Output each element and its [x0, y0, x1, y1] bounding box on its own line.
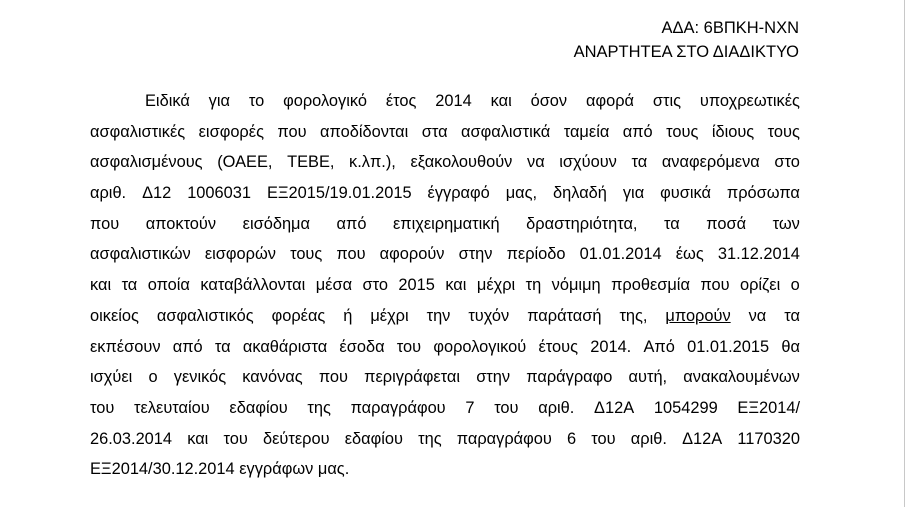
- word: παράγραφο: [526, 368, 613, 387]
- word: εδαφίου: [229, 398, 288, 417]
- ada-code: ΑΔΑ: 6ΒΠΚΗ-ΝΧΝ: [661, 19, 799, 37]
- word: της,: [619, 306, 648, 325]
- emphasized-word: μπορούν: [665, 306, 731, 325]
- word: ορίζει: [739, 276, 781, 295]
- word: φυσικά: [660, 184, 711, 203]
- word: στο: [362, 276, 388, 295]
- word: ΤΕΒΕ,: [287, 153, 335, 172]
- word: αφορούν: [379, 245, 445, 264]
- word: του: [396, 337, 422, 356]
- word: αφορά: [585, 92, 635, 110]
- word: αποδίδονται: [320, 122, 409, 141]
- word: μέχρι: [370, 306, 409, 325]
- paragraph-line: [90, 338, 800, 369]
- paragraph-line: [90, 460, 800, 491]
- word: προθεσμία: [611, 276, 690, 295]
- word: ασφαλιστικά: [461, 122, 551, 141]
- word: αριθ.: [538, 398, 575, 417]
- word: ακαθάριστα: [242, 337, 328, 356]
- word: έγγραφό: [427, 184, 490, 203]
- word: τα: [784, 306, 800, 325]
- word: που: [90, 214, 120, 233]
- word: περιγράφεται: [364, 368, 461, 387]
- word: φορολογικό: [283, 92, 367, 110]
- word: εισφορών: [204, 245, 276, 264]
- word: ίδιους: [711, 122, 755, 141]
- word: νόμιμη: [551, 276, 601, 295]
- word: εισφορές: [198, 122, 264, 141]
- word: γενικός: [173, 368, 227, 387]
- paragraph-line: [90, 245, 800, 276]
- word: που: [318, 368, 348, 387]
- word: παραγράφου: [456, 429, 552, 448]
- word: 1006031: [187, 184, 251, 203]
- word: μέσα: [315, 276, 353, 295]
- word: 01.01.2014: [579, 245, 662, 264]
- word: φορέας: [271, 306, 326, 325]
- word: του: [223, 429, 248, 448]
- word: επιχειρηματική: [392, 214, 500, 233]
- word: δραστηριότητα,: [526, 214, 638, 233]
- word: έτους: [538, 337, 578, 356]
- word: ο: [790, 276, 800, 295]
- word: ασφαλιστικών: [90, 245, 191, 264]
- word: ή: [343, 306, 353, 325]
- word: ΕΞ2015/19.01.2015: [266, 184, 412, 203]
- word: και: [187, 429, 209, 448]
- word: αποκτούν: [145, 214, 217, 233]
- word: δεύτερου: [262, 429, 330, 448]
- word: θα: [781, 337, 800, 356]
- word: εξακολουθούν: [410, 153, 513, 172]
- paragraph-line: [90, 92, 800, 123]
- word: έως: [675, 245, 704, 264]
- word: Δ12Α: [594, 398, 635, 417]
- word: για: [622, 184, 645, 203]
- word: ο: [148, 368, 158, 387]
- paragraph-line: [90, 215, 800, 246]
- publish-notice: ΑΝΑΡΤΗΤΕΑ ΣΤΟ ΔΙΑΔΙΚΤΥΟ: [573, 43, 799, 61]
- word: να: [748, 306, 767, 325]
- word: 1054299: [653, 398, 718, 417]
- word: στην: [476, 368, 511, 387]
- word: εδαφίου: [344, 429, 403, 448]
- word: αυτή,: [628, 368, 668, 387]
- word: ασφαλιστικός: [156, 306, 254, 325]
- word: Δ12Α: [682, 429, 723, 448]
- word: και: [90, 276, 112, 295]
- word: την: [426, 306, 451, 325]
- word: μέχρι: [476, 276, 516, 295]
- word: αναφερόμενα: [661, 153, 760, 172]
- word: οποία: [147, 276, 190, 295]
- word: 2014.: [590, 337, 632, 356]
- word: μας,: [505, 184, 538, 203]
- word: Δ12: [142, 184, 172, 203]
- word: που: [277, 122, 307, 141]
- word: του: [90, 398, 115, 417]
- word: 6: [567, 429, 577, 448]
- word: ανακαλουμένων: [683, 368, 800, 387]
- word: κ.λπ.),: [349, 153, 396, 172]
- word: αριθ.: [90, 184, 127, 203]
- word: ΕΞ2014/: [737, 398, 800, 417]
- word: της: [307, 398, 331, 417]
- word: τα: [631, 153, 648, 172]
- word: στα: [421, 122, 448, 141]
- word: από: [622, 122, 653, 141]
- word: 2015: [398, 276, 435, 295]
- word: υποχρεωτικές: [699, 92, 800, 110]
- word: περίοδο: [506, 245, 566, 264]
- word: εκπέσουν: [90, 337, 161, 356]
- word: το: [248, 92, 265, 110]
- paragraph-line: [90, 123, 800, 154]
- word: τα: [121, 276, 138, 295]
- page-edge-divider: [904, 0, 905, 507]
- word: τη: [525, 276, 542, 295]
- word: κανόνας: [242, 368, 303, 387]
- word: ισχύουν: [559, 153, 617, 172]
- word: (ΟΑΕΕ,: [217, 153, 273, 172]
- paragraph-line: [90, 276, 800, 307]
- word: και: [490, 92, 512, 110]
- word: μας.: [317, 460, 350, 479]
- word: τυχόν: [468, 306, 510, 325]
- word: τους: [290, 245, 323, 264]
- word: 01.01.2015: [687, 337, 770, 356]
- word: ποσά: [706, 214, 747, 233]
- word: εισόδημα: [242, 214, 310, 233]
- paragraph-line: [90, 184, 800, 215]
- word: τα: [664, 214, 680, 233]
- word: τους: [767, 122, 800, 141]
- word: εγγράφων: [239, 460, 318, 479]
- word: παραγράφου: [350, 398, 446, 417]
- word: ισχύει: [90, 368, 133, 387]
- document-header: [574, 16, 799, 64]
- word: έσοδα: [339, 337, 385, 356]
- word: όσον: [530, 92, 568, 110]
- body-paragraph: [90, 92, 800, 491]
- word: στο: [774, 153, 800, 172]
- word: που: [336, 245, 366, 264]
- paragraph-line: [90, 399, 800, 430]
- word: τελευταίου: [134, 398, 210, 417]
- word: καταβάλλονται: [200, 276, 306, 295]
- word: για: [208, 92, 230, 110]
- word: Από: [643, 337, 675, 356]
- word: από: [172, 337, 203, 356]
- word: δηλαδή: [553, 184, 607, 203]
- word: των: [772, 214, 800, 233]
- word: φορολογικού: [433, 337, 527, 356]
- word: στις: [652, 92, 682, 110]
- word: που: [700, 276, 730, 295]
- word: και: [445, 276, 467, 295]
- word: της: [418, 429, 442, 448]
- word: τα: [214, 337, 231, 356]
- paragraph-line: [90, 307, 800, 338]
- word: τους: [666, 122, 699, 141]
- word: του: [494, 398, 519, 417]
- word: 26.03.2014: [90, 429, 173, 448]
- paragraph-line: [90, 368, 800, 399]
- word: 7: [465, 398, 475, 417]
- paragraph-line: [90, 153, 800, 184]
- word: πρόσωπα: [726, 184, 800, 203]
- word: από: [336, 214, 367, 233]
- word: αριθ.: [630, 429, 667, 448]
- word: ασφαλισμένους: [90, 153, 203, 172]
- word: στην: [458, 245, 493, 264]
- word: ασφαλιστικές: [90, 122, 186, 141]
- word: του: [591, 429, 616, 448]
- paragraph-line: [90, 430, 800, 461]
- word: 2014: [435, 92, 472, 110]
- word: 1170320: [737, 429, 800, 448]
- word: 31.12.2014: [717, 245, 800, 264]
- word: έτος: [385, 92, 417, 110]
- word: ταμεία: [563, 122, 610, 141]
- word: οικείος: [90, 306, 139, 325]
- word: Ειδικά: [145, 92, 190, 110]
- word: να: [527, 153, 545, 172]
- word: ΕΞ2014/30.12.2014: [90, 460, 240, 479]
- word: παράτασή: [527, 306, 602, 325]
